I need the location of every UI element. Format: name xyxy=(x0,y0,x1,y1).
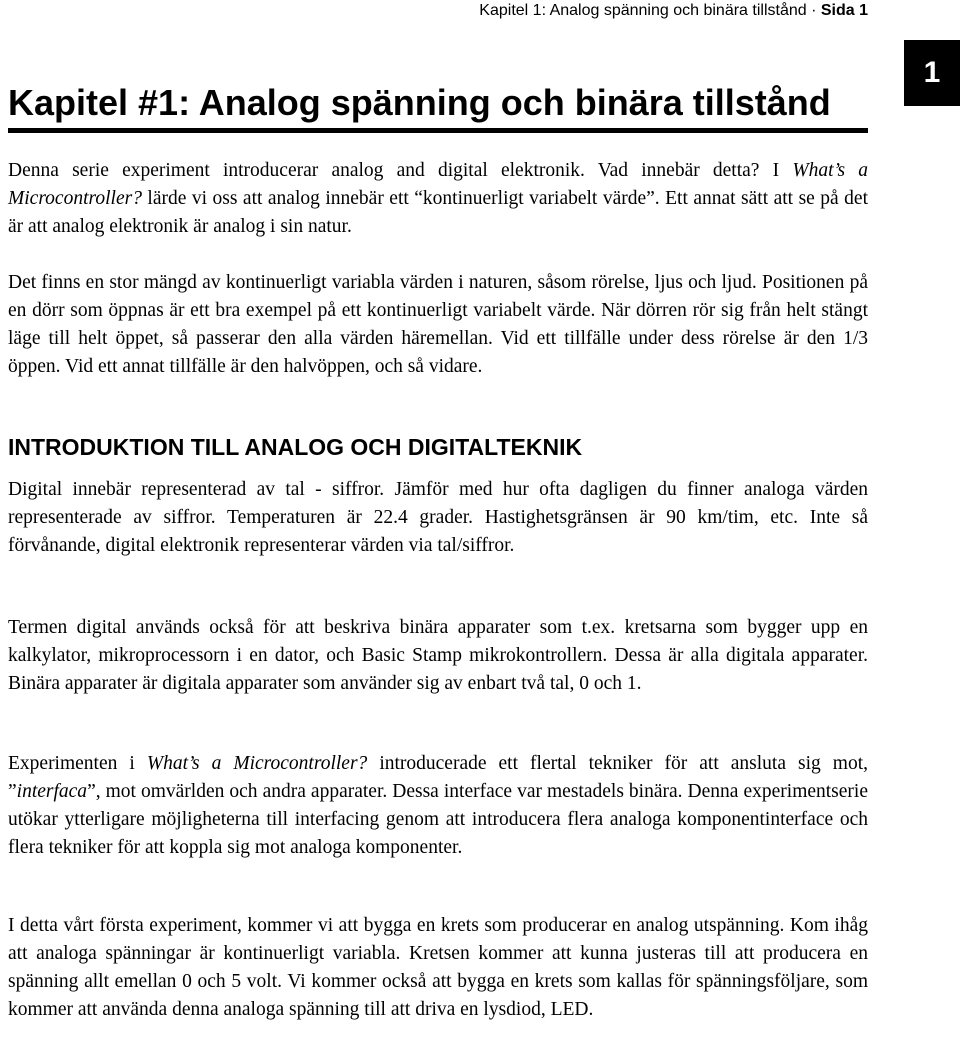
intro-paragraph xyxy=(8,157,868,241)
interfacing-paragraph-text-2: introducerade ett flertal tekniker för att ansluta sig mot, ” xyxy=(8,753,868,802)
book-title-reference-2: What’s a Microcontroller? xyxy=(146,753,368,774)
book-title-reference: What’s a Microcontroller? xyxy=(8,160,868,209)
first-experiment-paragraph: I detta vårt första experiment, kommer vi att bygga en krets som producerar en analog utspänning. Kom ihåg att analoga spänningar är kontinuerligt variabla. Kretsen kommer att kunna justeras till att producera en spänning allt emellan 0 och 5 volt. Vi kommer också att bygga en krets som kallas för spänningsföljare, som kommer att använda denna analoga spänning till att driva en lysdiod, LED. xyxy=(8,915,868,1020)
chapter-title: Kapitel #1: Analog spänning och binära tillstånd xyxy=(8,80,868,133)
running-header xyxy=(479,0,868,22)
interfacing-paragraph-text-3: ”, mot omvärlden och andra apparater. Dessa interface var mestadels binära. Denna experimentserie utökar ytterligare möjligheterna till interfacing genom att introducera flera analoga komponentinterface och flera tekniker för att koppla sig mot analoga komponenter. xyxy=(8,781,868,858)
binary-devices-paragraph: Termen digital används också för att beskriva binära apparater som t.ex. kretsarna som bygger upp en kalkylator, mikroprocessorn i en dator, och Basic Stamp mikrokontrollern. Dessa är alla digitala apparater. Binära apparater är digitala apparater som använder sig av enbart två tal, 0 och 1. xyxy=(8,617,868,694)
running-header-separator: · xyxy=(806,2,821,19)
interfacing-paragraph-text-1: Experimenten i xyxy=(8,753,147,774)
chapter-number-tab: 1 xyxy=(904,40,960,106)
interfacing-paragraph xyxy=(8,750,868,862)
intro-paragraph-text-2: lärde vi oss att analog innebär ett “kontinuerligt variabelt värde”. Ett annat sätt att se på det är att analog elektronik är analog i sin natur. xyxy=(8,188,868,237)
interfaca-term: interfaca xyxy=(16,781,88,802)
continuous-values-paragraph: Det finns en stor mängd av kontinuerligt variabla värden i naturen, såsom rörelse, ljus och ljud. Positionen på en dörr som öppnas är ett bra exempel på ett kontinuerligt variabelt värde. När dörren rör sig från helt stängt läge till helt öppet, så passerar den alla värden häremellan. Vid ett tillfälle under dess rörelse är den 1/3 öppen. Vid ett annat tillfälle är den halvöppen, och så vidare. xyxy=(8,272,868,377)
page-number-label: Sida 1 xyxy=(820,2,868,19)
section-heading: INTRODUKTION TILL ANALOG OCH DIGITALTEKNIK xyxy=(8,434,583,460)
digital-definition-paragraph: Digital innebär representerad av tal - siffror. Jämför med hur ofta dagligen du finner analoga värden representerade av siffror. Temperaturen är 22.4 grader. Hastighetsgränsen är 90 km/tim, etc. Inte så förvånande, digital elektronik representerar värden via tal/siffror. xyxy=(8,479,868,556)
intro-paragraph-text-1: Denna serie experiment introducerar analog and digital elektronik. Vad innebär detta? I xyxy=(8,160,793,181)
running-header-title: Kapitel 1: Analog spänning och binära tillstånd xyxy=(479,2,807,19)
